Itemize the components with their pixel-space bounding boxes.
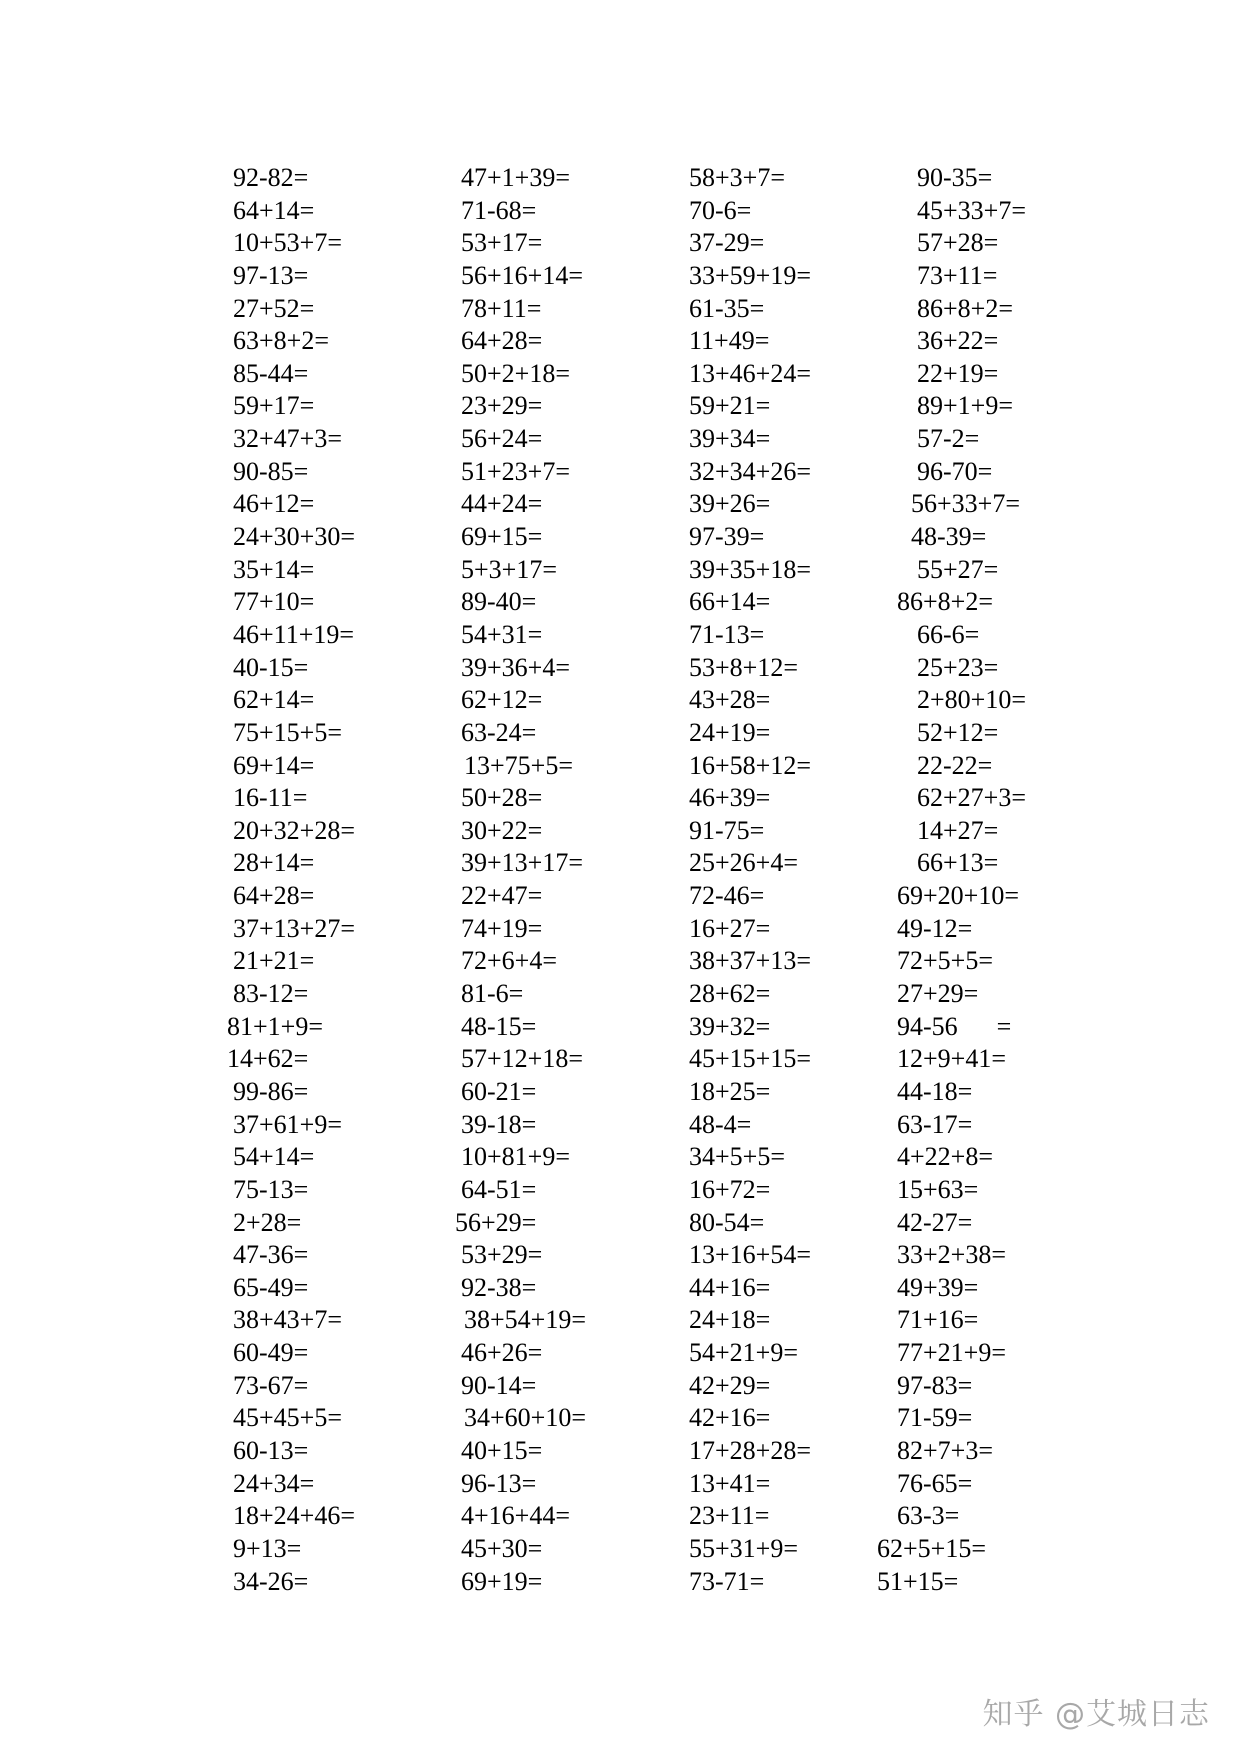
arithmetic-problem: 90-14=: [461, 1370, 537, 1400]
arithmetic-problem: 69+15=: [461, 522, 543, 552]
arithmetic-problem: 72+6+4=: [461, 946, 557, 976]
arithmetic-problem: 35+14=: [233, 554, 315, 584]
arithmetic-problem: 49-12=: [897, 913, 973, 943]
arithmetic-problem: 23+29=: [461, 391, 543, 421]
arithmetic-problem: 77+10=: [233, 587, 315, 617]
arithmetic-problem: 2+28=: [233, 1207, 302, 1237]
arithmetic-problem: 32+34+26=: [689, 456, 811, 486]
arithmetic-problem: 30+22=: [461, 815, 543, 845]
arithmetic-problem: 62+12=: [461, 685, 543, 715]
arithmetic-problem: 78+11=: [461, 293, 542, 323]
problem-column-2: [455, 162, 681, 1598]
arithmetic-problem: 38+54+19=: [464, 1305, 586, 1335]
arithmetic-problem: 34+5+5=: [689, 1142, 785, 1172]
arithmetic-problem: 24+34=: [233, 1468, 315, 1498]
arithmetic-problem: 13+75+5=: [464, 750, 573, 780]
arithmetic-problem: 69+19=: [461, 1566, 543, 1596]
arithmetic-problem: 71+16=: [897, 1305, 979, 1335]
arithmetic-problem: 57+28=: [917, 228, 999, 258]
arithmetic-problem: 20+32+28=: [233, 815, 355, 845]
arithmetic-problem: 14+27=: [917, 815, 999, 845]
arithmetic-problem: 71-68=: [461, 195, 537, 225]
arithmetic-problem: 99-86=: [233, 1076, 309, 1106]
watermark-text: 知乎 @艾城日志: [982, 1697, 1210, 1732]
arithmetic-problem: 39+35+18=: [689, 554, 811, 584]
arithmetic-problem: 86+8+2=: [897, 587, 993, 617]
arithmetic-problem: 43+28=: [689, 685, 771, 715]
arithmetic-problem: 44+24=: [461, 489, 543, 519]
arithmetic-problem: 14+62=: [227, 1044, 309, 1074]
arithmetic-problem: 22+19=: [917, 358, 999, 388]
arithmetic-problem: 60-21=: [461, 1076, 537, 1106]
arithmetic-problem: 70-6=: [689, 195, 752, 225]
arithmetic-problem: 39-18=: [461, 1109, 537, 1139]
arithmetic-problem: 32+47+3=: [233, 424, 342, 454]
arithmetic-problem: 63-24=: [461, 717, 537, 747]
problem-column-3: [689, 162, 909, 1598]
arithmetic-problem: 48-39=: [911, 522, 987, 552]
arithmetic-problem: 44-18=: [897, 1076, 973, 1106]
arithmetic-problem: 10+53+7=: [233, 228, 342, 258]
arithmetic-problem: 80-54=: [689, 1207, 765, 1237]
arithmetic-problem: 54+14=: [233, 1142, 315, 1172]
arithmetic-problem: 22+47=: [461, 881, 543, 911]
arithmetic-problem: 73+11=: [917, 260, 998, 290]
arithmetic-problem: 4+22+8=: [897, 1142, 993, 1172]
arithmetic-problem: 39+32=: [689, 1011, 771, 1041]
arithmetic-problem: 25+26+4=: [689, 848, 798, 878]
arithmetic-problem: 38+43+7=: [233, 1305, 342, 1335]
arithmetic-problem: 40+15=: [461, 1435, 543, 1465]
arithmetic-problem: 38+37+13=: [689, 946, 811, 976]
arithmetic-problem: 18+25=: [689, 1076, 771, 1106]
arithmetic-problem: 46+39=: [689, 783, 771, 813]
arithmetic-problem: 72+5+5=: [897, 946, 993, 976]
arithmetic-problem: 39+34=: [689, 424, 771, 454]
arithmetic-problem: 59+17=: [233, 391, 315, 421]
arithmetic-problem: 24+30+30=: [233, 522, 355, 552]
arithmetic-problem: 39+36+4=: [461, 652, 570, 682]
arithmetic-problem: 96-70=: [917, 456, 993, 486]
arithmetic-problem: 56+29=: [455, 1207, 537, 1237]
arithmetic-problem: 27+29=: [897, 979, 979, 1009]
arithmetic-problem: 54+31=: [461, 619, 543, 649]
arithmetic-problem: 33+2+38=: [897, 1240, 1006, 1270]
arithmetic-problem: 73-67=: [233, 1370, 309, 1400]
arithmetic-problem: 62+27+3=: [917, 783, 1026, 813]
arithmetic-problem: 28+14=: [233, 848, 315, 878]
arithmetic-problem: 23+11=: [689, 1501, 770, 1531]
problem-column-1: [227, 162, 453, 1598]
arithmetic-problem: 50+28=: [461, 783, 543, 813]
arithmetic-problem: 17+28+28=: [689, 1435, 811, 1465]
arithmetic-problem: 60-13=: [233, 1435, 309, 1465]
arithmetic-problem: 13+46+24=: [689, 358, 811, 388]
arithmetic-problem: 53+8+12=: [689, 652, 798, 682]
arithmetic-problem: 89+1+9=: [917, 391, 1013, 421]
arithmetic-problem: 16+58+12=: [689, 750, 811, 780]
arithmetic-problem: 45+30=: [461, 1533, 543, 1563]
arithmetic-problem: 91-75=: [689, 815, 765, 845]
arithmetic-problem: 33+59+19=: [689, 260, 811, 290]
arithmetic-problem: 90-35=: [917, 163, 993, 192]
arithmetic-problem: 2+80+10=: [917, 685, 1026, 715]
arithmetic-problem: 97-83=: [897, 1370, 973, 1400]
arithmetic-problem: 74+19=: [461, 913, 543, 943]
arithmetic-problem: 61-35=: [689, 293, 765, 323]
arithmetic-problem: 63-3=: [897, 1501, 960, 1531]
arithmetic-problem: 64+28=: [461, 326, 543, 356]
arithmetic-problem: 34-26=: [233, 1566, 309, 1596]
arithmetic-problem: 75+15+5=: [233, 717, 342, 747]
arithmetic-problem: 47-36=: [233, 1240, 309, 1270]
arithmetic-problem: 51+23+7=: [461, 456, 570, 486]
arithmetic-problem: 56+33+7=: [911, 489, 1020, 519]
arithmetic-problem: 4+16+44=: [461, 1501, 570, 1531]
arithmetic-problem: 57-2=: [917, 424, 980, 454]
arithmetic-problem: 66+13=: [917, 848, 999, 878]
arithmetic-problem: 9+13=: [233, 1533, 302, 1563]
arithmetic-problem: 45+33+7=: [917, 195, 1026, 225]
arithmetic-problem: 13+16+54=: [689, 1240, 811, 1270]
arithmetic-problem: 92-38=: [461, 1272, 537, 1302]
arithmetic-problem: 12+9+41=: [897, 1044, 1006, 1074]
arithmetic-problem: 16+27=: [689, 913, 771, 943]
arithmetic-problem: 92-82=: [233, 163, 309, 192]
arithmetic-problem: 22-22=: [917, 750, 993, 780]
arithmetic-problem: 34+60+10=: [464, 1403, 586, 1433]
arithmetic-problem: 94-56 =: [897, 1011, 1012, 1041]
arithmetic-problem: 45+15+15=: [689, 1044, 811, 1074]
arithmetic-problem: 66+14=: [689, 587, 771, 617]
arithmetic-problem: 16+72=: [689, 1174, 771, 1204]
arithmetic-problem: 58+3+7=: [689, 163, 785, 192]
arithmetic-problem: 97-39=: [689, 522, 765, 552]
arithmetic-problem: 39+26=: [689, 489, 771, 519]
arithmetic-problem: 54+21+9=: [689, 1338, 798, 1368]
arithmetic-problem: 39+13+17=: [461, 848, 583, 878]
arithmetic-problem: 66-6=: [917, 619, 980, 649]
arithmetic-problem: 10+81+9=: [461, 1142, 570, 1172]
arithmetic-problem: 42+29=: [689, 1370, 771, 1400]
arithmetic-problem: 25+23=: [917, 652, 999, 682]
arithmetic-problem: 47+1+39=: [461, 163, 570, 192]
arithmetic-problem: 40-15=: [233, 652, 309, 682]
arithmetic-problem: 56+24=: [461, 424, 543, 454]
arithmetic-problem: 64-51=: [461, 1174, 537, 1204]
arithmetic-problem: 59+21=: [689, 391, 771, 421]
problem-column-4: [877, 162, 1137, 1598]
arithmetic-problem: 97-13=: [233, 260, 309, 290]
arithmetic-problem: 96-13=: [461, 1468, 537, 1498]
arithmetic-problem: 42-27=: [897, 1207, 973, 1237]
arithmetic-problem: 71-13=: [689, 619, 765, 649]
arithmetic-problem: 13+41=: [689, 1468, 771, 1498]
arithmetic-problem: 73-71=: [689, 1566, 765, 1596]
arithmetic-problem: 24+18=: [689, 1305, 771, 1335]
arithmetic-problem: 76-65=: [897, 1468, 973, 1498]
arithmetic-problem: 37+13+27=: [233, 913, 355, 943]
arithmetic-problem: 53+29=: [461, 1240, 543, 1270]
arithmetic-problem: 46+12=: [233, 489, 315, 519]
arithmetic-problem: 72-46=: [689, 881, 765, 911]
arithmetic-problem: 81-6=: [461, 979, 524, 1009]
arithmetic-problem: 37+61+9=: [233, 1109, 342, 1139]
arithmetic-problem: 5+3+17=: [461, 554, 557, 584]
arithmetic-problem: 49+39=: [897, 1272, 979, 1302]
arithmetic-problem: 18+24+46=: [233, 1501, 355, 1531]
arithmetic-problem: 56+16+14=: [461, 260, 583, 290]
arithmetic-problem: 15+63=: [897, 1174, 979, 1204]
arithmetic-problem: 64+14=: [233, 195, 315, 225]
arithmetic-problem: 85-44=: [233, 358, 309, 388]
arithmetic-problem: 62+14=: [233, 685, 315, 715]
arithmetic-problem: 42+16=: [689, 1403, 771, 1433]
arithmetic-problem: 82+7+3=: [897, 1435, 993, 1465]
arithmetic-problem: 64+28=: [233, 881, 315, 911]
arithmetic-problem: 69+14=: [233, 750, 315, 780]
arithmetic-problem: 28+62=: [689, 979, 771, 1009]
arithmetic-problem: 50+2+18=: [461, 358, 570, 388]
arithmetic-problem: 48-4=: [689, 1109, 752, 1139]
arithmetic-problem: 69+20+10=: [897, 881, 1019, 911]
arithmetic-problem: 77+21+9=: [897, 1338, 1006, 1368]
arithmetic-problem: 81+1+9=: [227, 1011, 323, 1041]
arithmetic-problem: 65-49=: [233, 1272, 309, 1302]
arithmetic-problem: 45+45+5=: [233, 1403, 342, 1433]
arithmetic-problem: 37-29=: [689, 228, 765, 258]
arithmetic-problem: 51+15=: [877, 1566, 959, 1596]
arithmetic-problem: 16-11=: [233, 783, 308, 813]
arithmetic-problem: 44+16=: [689, 1272, 771, 1302]
arithmetic-problem: 62+5+15=: [877, 1533, 986, 1563]
arithmetic-problem: 90-85=: [233, 456, 309, 486]
arithmetic-problem: 27+52=: [233, 293, 315, 323]
arithmetic-problem: 52+12=: [917, 717, 999, 747]
arithmetic-problem: 89-40=: [461, 587, 537, 617]
arithmetic-problem: 75-13=: [233, 1174, 309, 1204]
arithmetic-problem: 63+8+2=: [233, 326, 329, 356]
arithmetic-problem: 55+31+9=: [689, 1533, 798, 1563]
arithmetic-problem: 53+17=: [461, 228, 543, 258]
arithmetic-problem: 57+12+18=: [461, 1044, 583, 1074]
arithmetic-problem: 60-49=: [233, 1338, 309, 1368]
arithmetic-problem: 21+21=: [233, 946, 315, 976]
arithmetic-problem: 48-15=: [461, 1011, 537, 1041]
arithmetic-problem: 11+49=: [689, 326, 770, 356]
arithmetic-problem: 55+27=: [917, 554, 999, 584]
arithmetic-problem: 46+26=: [461, 1338, 543, 1368]
arithmetic-problem: 63-17=: [897, 1109, 973, 1139]
arithmetic-problem: 71-59=: [897, 1403, 973, 1433]
arithmetic-problem: 36+22=: [917, 326, 999, 356]
arithmetic-problem: 86+8+2=: [917, 293, 1013, 323]
arithmetic-problem: 46+11+19=: [233, 619, 355, 649]
arithmetic-problem: 83-12=: [233, 979, 309, 1009]
arithmetic-problem: 24+19=: [689, 717, 771, 747]
